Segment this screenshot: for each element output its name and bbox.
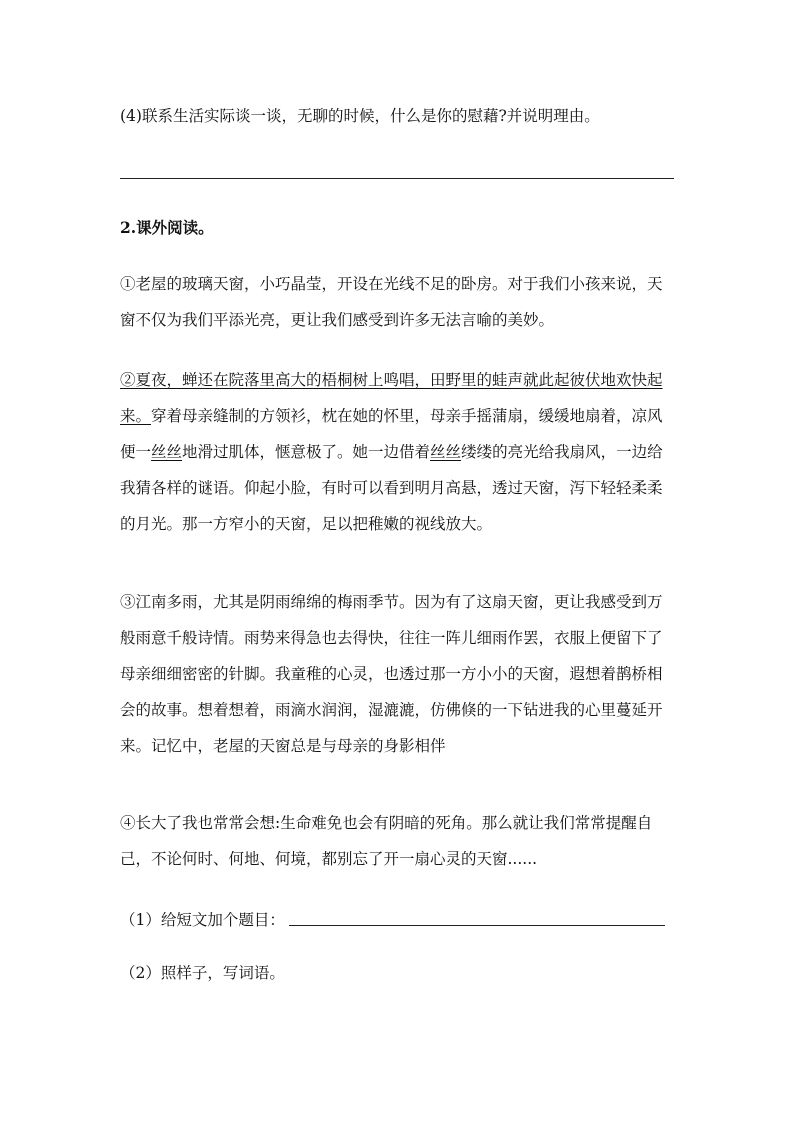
passage-paragraph-3: ③江南多雨，尤其是阴雨绵绵的梅雨季节。因为有了这扇天窗，更让我感受到万般雨意千般诗情。雨势来得急也去得快，往往一阵儿细雨作罢，衣服上便留下了母亲细细密密的针脚。我童稚的心灵，也透过那一方小小的天窗，遐想着鹊桥相会的故事。想着想着，雨滴水润润，湿漉漉，仿佛倏的一下钻进我的心里蔓延开来。记忆中，老屋的天窗总是与母亲的身影相伴 <box>120 593 663 755</box>
paragraph-text: 穿着母亲缝制的方领衫，枕在她的怀里，母亲手摇蒲扇，缓缓地扇着，凉风便一 <box>120 407 663 461</box>
title-answer-blank <box>289 925 665 926</box>
passage-paragraph-4: ④长大了我也常常会想:生命难免也会有阴暗的死角。那么就让我们常常提醒自己，不论何时、何地、何境，都别忘了开一扇心灵的天窗...... <box>120 814 653 868</box>
paragraph-text: 缕缕的亮光给我扇风，一边给我猜各样的谜语。仰起小脸，有时可以看到明月高悬，透过天窗，泻下轻轻柔柔的月光。那一方窄小的天窗，足以把稚嫩的视线放大。 <box>120 443 663 533</box>
underlined-word: 丝丝 <box>151 443 183 461</box>
question-4: (4)联系生活实际谈一谈，无聊的时候，什么是你的慰藉?并说明理由。 <box>120 107 600 125</box>
subquestion-1: （1）给短文加个题目： <box>120 911 285 929</box>
answer-line <box>120 178 674 179</box>
paragraph-text: 地滑过肌体，惬意极了。她一边借着 <box>182 443 431 461</box>
passage-paragraph-1: ①老屋的玻璃天窗，小巧晶莹，开设在光线不足的卧房。对于我们小孩来说，天窗不仅为我们平添光亮，更让我们感受到许多无法言喻的美妙。 <box>120 275 663 329</box>
underlined-word: 丝丝 <box>430 443 462 461</box>
subquestion-2: （2）照样子，写词语。 <box>120 964 285 982</box>
underlined-sentence: ②夏夜，蝉还在院落里高大的梧桐树上鸣唱，田野里的蛙声就此起彼伏地欢快起来。 <box>120 371 663 425</box>
section-title: 2.课外阅读。 <box>120 218 214 237</box>
passage-paragraph-2 <box>120 362 676 542</box>
